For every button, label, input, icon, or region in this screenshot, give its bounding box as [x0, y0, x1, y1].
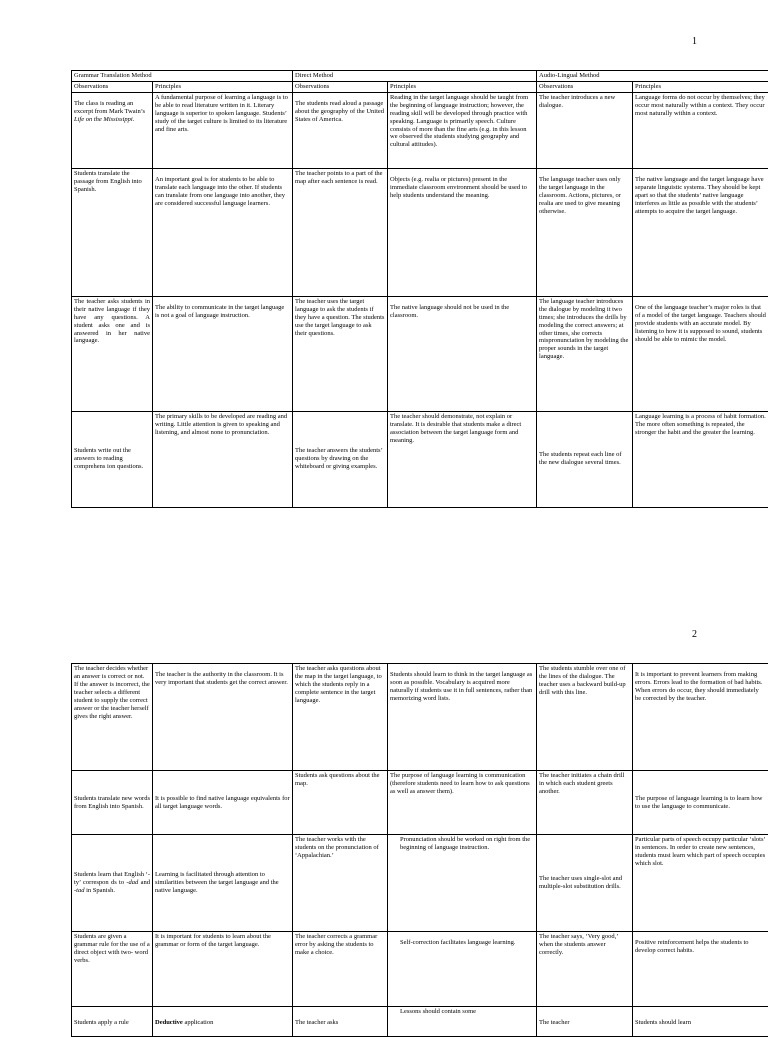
observation-cell: The teacher works with the students on the pronunciation of ‘Appalachian.’	[293, 835, 388, 932]
observation-cell: The students stumble over one of the lines of the dialogue. The teacher uses a backward build-up drill with this line.	[537, 664, 633, 771]
method-header: Audio-Lingual Method	[537, 71, 768, 82]
observation-cell: Students ask questions about the map.	[293, 771, 388, 835]
table-row	[72, 664, 768, 771]
observation-cell: The teacher initiates a chain drill in which each student greets another.	[537, 771, 633, 835]
observation-cell: Students translate the passage from English into Spanish.	[72, 168, 153, 296]
principle-cell: The teacher is the authority in the classroom. It is very important that students get the correct answer.	[153, 664, 293, 771]
observation-cell: The teacher asks	[293, 1007, 388, 1037]
page-number: 1	[692, 36, 697, 47]
column-header-row	[72, 81, 768, 92]
principle-cell: The purpose of language learning is communication (therefore students need to learn how to ask questions as well as answer them).	[388, 771, 537, 835]
table-row	[72, 168, 768, 296]
principle-cell: An important goal is for students to be able to translate each language into the other. If students can translate from one language into another, they are considered successful language learners.	[153, 168, 293, 296]
principle-cell: The native language and the target language have separate linguistic systems. They should be kept apart so that the students’ native language interferes as little as possible with the students’ attempts to acquire the target language.	[633, 168, 768, 296]
method-header: Direct Method	[293, 71, 537, 82]
observation-cell: The teacher points to a part of the map after each sentence is read.	[293, 168, 388, 296]
comparison-table-page-1	[71, 70, 768, 508]
table-row	[72, 92, 768, 168]
principle-cell: The purpose of language learning is to learn how to use the language to communicate.	[633, 771, 768, 835]
observation-cell: The language teacher uses only the target language in the classroom. Actions, pictures, or realia are used to give meaning otherwise.	[537, 168, 633, 296]
principle-cell: One of the language teacher’s major roles is that of a model of the target language. Teachers should provide students with an accurate model. By listening to how it is supposed to sound, students should be able to mimic the model.	[633, 296, 768, 411]
column-header: Principles	[153, 81, 293, 92]
table-row	[72, 835, 768, 932]
observation-cell: The teacher uses single-slot and multiple-slot substitution drills.	[537, 835, 633, 932]
principle-cell: Learning is facilitated through attention to similarities between the target language and the native language.	[153, 835, 293, 932]
principle-cell: Particular parts of speech occupy particular ‘slots’ in sentences. In order to create new sentences, students must learn which part of speech occupies which slot.	[633, 835, 768, 932]
table-row	[72, 411, 768, 507]
observation-cell: The teacher corrects a grammar error by asking the students to make a choice.	[293, 932, 388, 1007]
observation-cell: The students repeat each line of the new dialogue several times.	[537, 411, 633, 507]
observation-cell: The class is reading an excerpt from Mark Twain’s Life on the Mississippi.	[72, 92, 153, 168]
column-header: Observations	[293, 81, 388, 92]
observation-cell: Students are given a grammar rule for the use of a direct object with two- word verbs.	[72, 932, 153, 1007]
comparison-table-page-2	[71, 663, 768, 1037]
principle-cell: Positive reinforcement helps the students to develop correct habits.	[633, 932, 768, 1007]
observation-cell: The students read aloud a passage about the geography of the United States of America.	[293, 92, 388, 168]
observation-cell: The teacher says, ‘Very good,’ when the students answer correctly.	[537, 932, 633, 1007]
observation-cell: Students write out the answers to reading comprehens ion questions.	[72, 411, 153, 507]
principle-cell: The ability to communicate in the target language is not a goal of language instruction.	[153, 296, 293, 411]
principle-cell: It is possible to find native language equivalents for all target language words.	[153, 771, 293, 835]
principle-cell: Language forms do not occur by themselves; they occur most naturally within a context. They occur most naturally within a context.	[633, 92, 768, 168]
observation-cell: The teacher decides whether an answer is correct or not. If the answer is incorrect, the teacher selects a different student to supply the correct answer or the teacher herself gives the right answer.	[72, 664, 153, 771]
book-title: Life on the Mississippi.	[74, 116, 134, 123]
table-row	[72, 932, 768, 1007]
principle-cell: Students should learn	[633, 1007, 768, 1037]
observation-cell: Students apply a rule	[72, 1007, 153, 1037]
principle-cell: Deductive application	[153, 1007, 293, 1037]
principle-cell: The native language should not be used in the classroom.	[388, 296, 537, 411]
column-header: Observations	[537, 81, 633, 92]
observation-cell: The language teacher introduces the dialogue by modeling it two times; she introduces the drills by modeling the correct answers; at other times, she corrects mispronunciation by modeling the proper sounds in the target language.	[537, 296, 633, 411]
principle-cell: Reading in the target language should be taught from the beginning of language instruction; however, the reading skill will be developed through practice with speaking. Language is primarily speech. Culture consists of more than the fine arts (e.g. in this lesson we observed the students studying geography and cultural attitudes).	[388, 92, 537, 168]
page-number: 2	[692, 629, 697, 640]
principle-cell: The primary skills to be developed are reading and writing. Little attention is given to speaking and listening, and almost none to pronunciation.	[153, 411, 293, 507]
principle-cell: Language learning is a process of habit formation. The more often something is repeated, the stronger the habit and the greater the learning.	[633, 411, 768, 507]
principle-cell: Self-correction facilitates language learning.	[388, 932, 537, 1007]
table-row	[72, 296, 768, 411]
principle-cell: The teacher should demonstrate, not explain or translate. It is desirable that students make a direct association between the target language form and meaning.	[388, 411, 537, 507]
table-row	[72, 1007, 768, 1037]
observation-cell: The teacher uses the target language to ask the students if they have a question. The students use the target language to ask their questions.	[293, 296, 388, 411]
column-header: Principles	[388, 81, 537, 92]
principle-cell: It is important for students to learn about the grammar or form of the target language.	[153, 932, 293, 1007]
observation-cell: The teacher asks questions about the map in the target language, to which the students reply in a complete sentence in the target language.	[293, 664, 388, 771]
principle-cell: Students should learn to think in the target language as soon as possible. Vocabulary is acquired more naturally if students use it in full sentences, rather than memorizing word lists.	[388, 664, 537, 771]
principle-cell: Objects (e.g. realia or pictures) present in the immediate classroom environment should be used to help students understand the meaning.	[388, 168, 537, 296]
principle-cell: A fundamental purpose of learning a language is to be able to read literature written in it. Literary language is superior to spoken language. Students’ study of the target culture is limited to its literature and fine arts.	[153, 92, 293, 168]
observation-cell: The teacher introduces a new dialogue.	[537, 92, 633, 168]
column-header: Observations	[72, 81, 153, 92]
method-header: Grammar Translation Method	[72, 71, 293, 82]
observation-cell: Students translate new words from English into Spanish.	[72, 771, 153, 835]
method-header-row	[72, 71, 768, 82]
observation-cell: The teacher	[537, 1007, 633, 1037]
observation-cell: The teacher answers the students’ questions by drawing on the whiteboard or giving examples.	[293, 411, 388, 507]
column-header: Principles	[633, 81, 768, 92]
principle-cell: Pronunciation should be worked on right from the beginning of language instruction.	[388, 835, 537, 932]
observation-cell: The teacher asks students in their native language if they have any questions. A student asks one and is answered in her native language.	[72, 296, 153, 411]
observation-cell: Students learn that English ‘-ty’ correspon ds to -dad and -tad in Spanish.	[72, 835, 153, 932]
principle-cell: It is important to prevent learners from making errors. Errors lead to the formation of bad habits. When errors do occur, they should immediately be corrected by the teacher.	[633, 664, 768, 771]
principle-cell: Lessons should contain some	[388, 1007, 537, 1037]
table-row	[72, 771, 768, 835]
